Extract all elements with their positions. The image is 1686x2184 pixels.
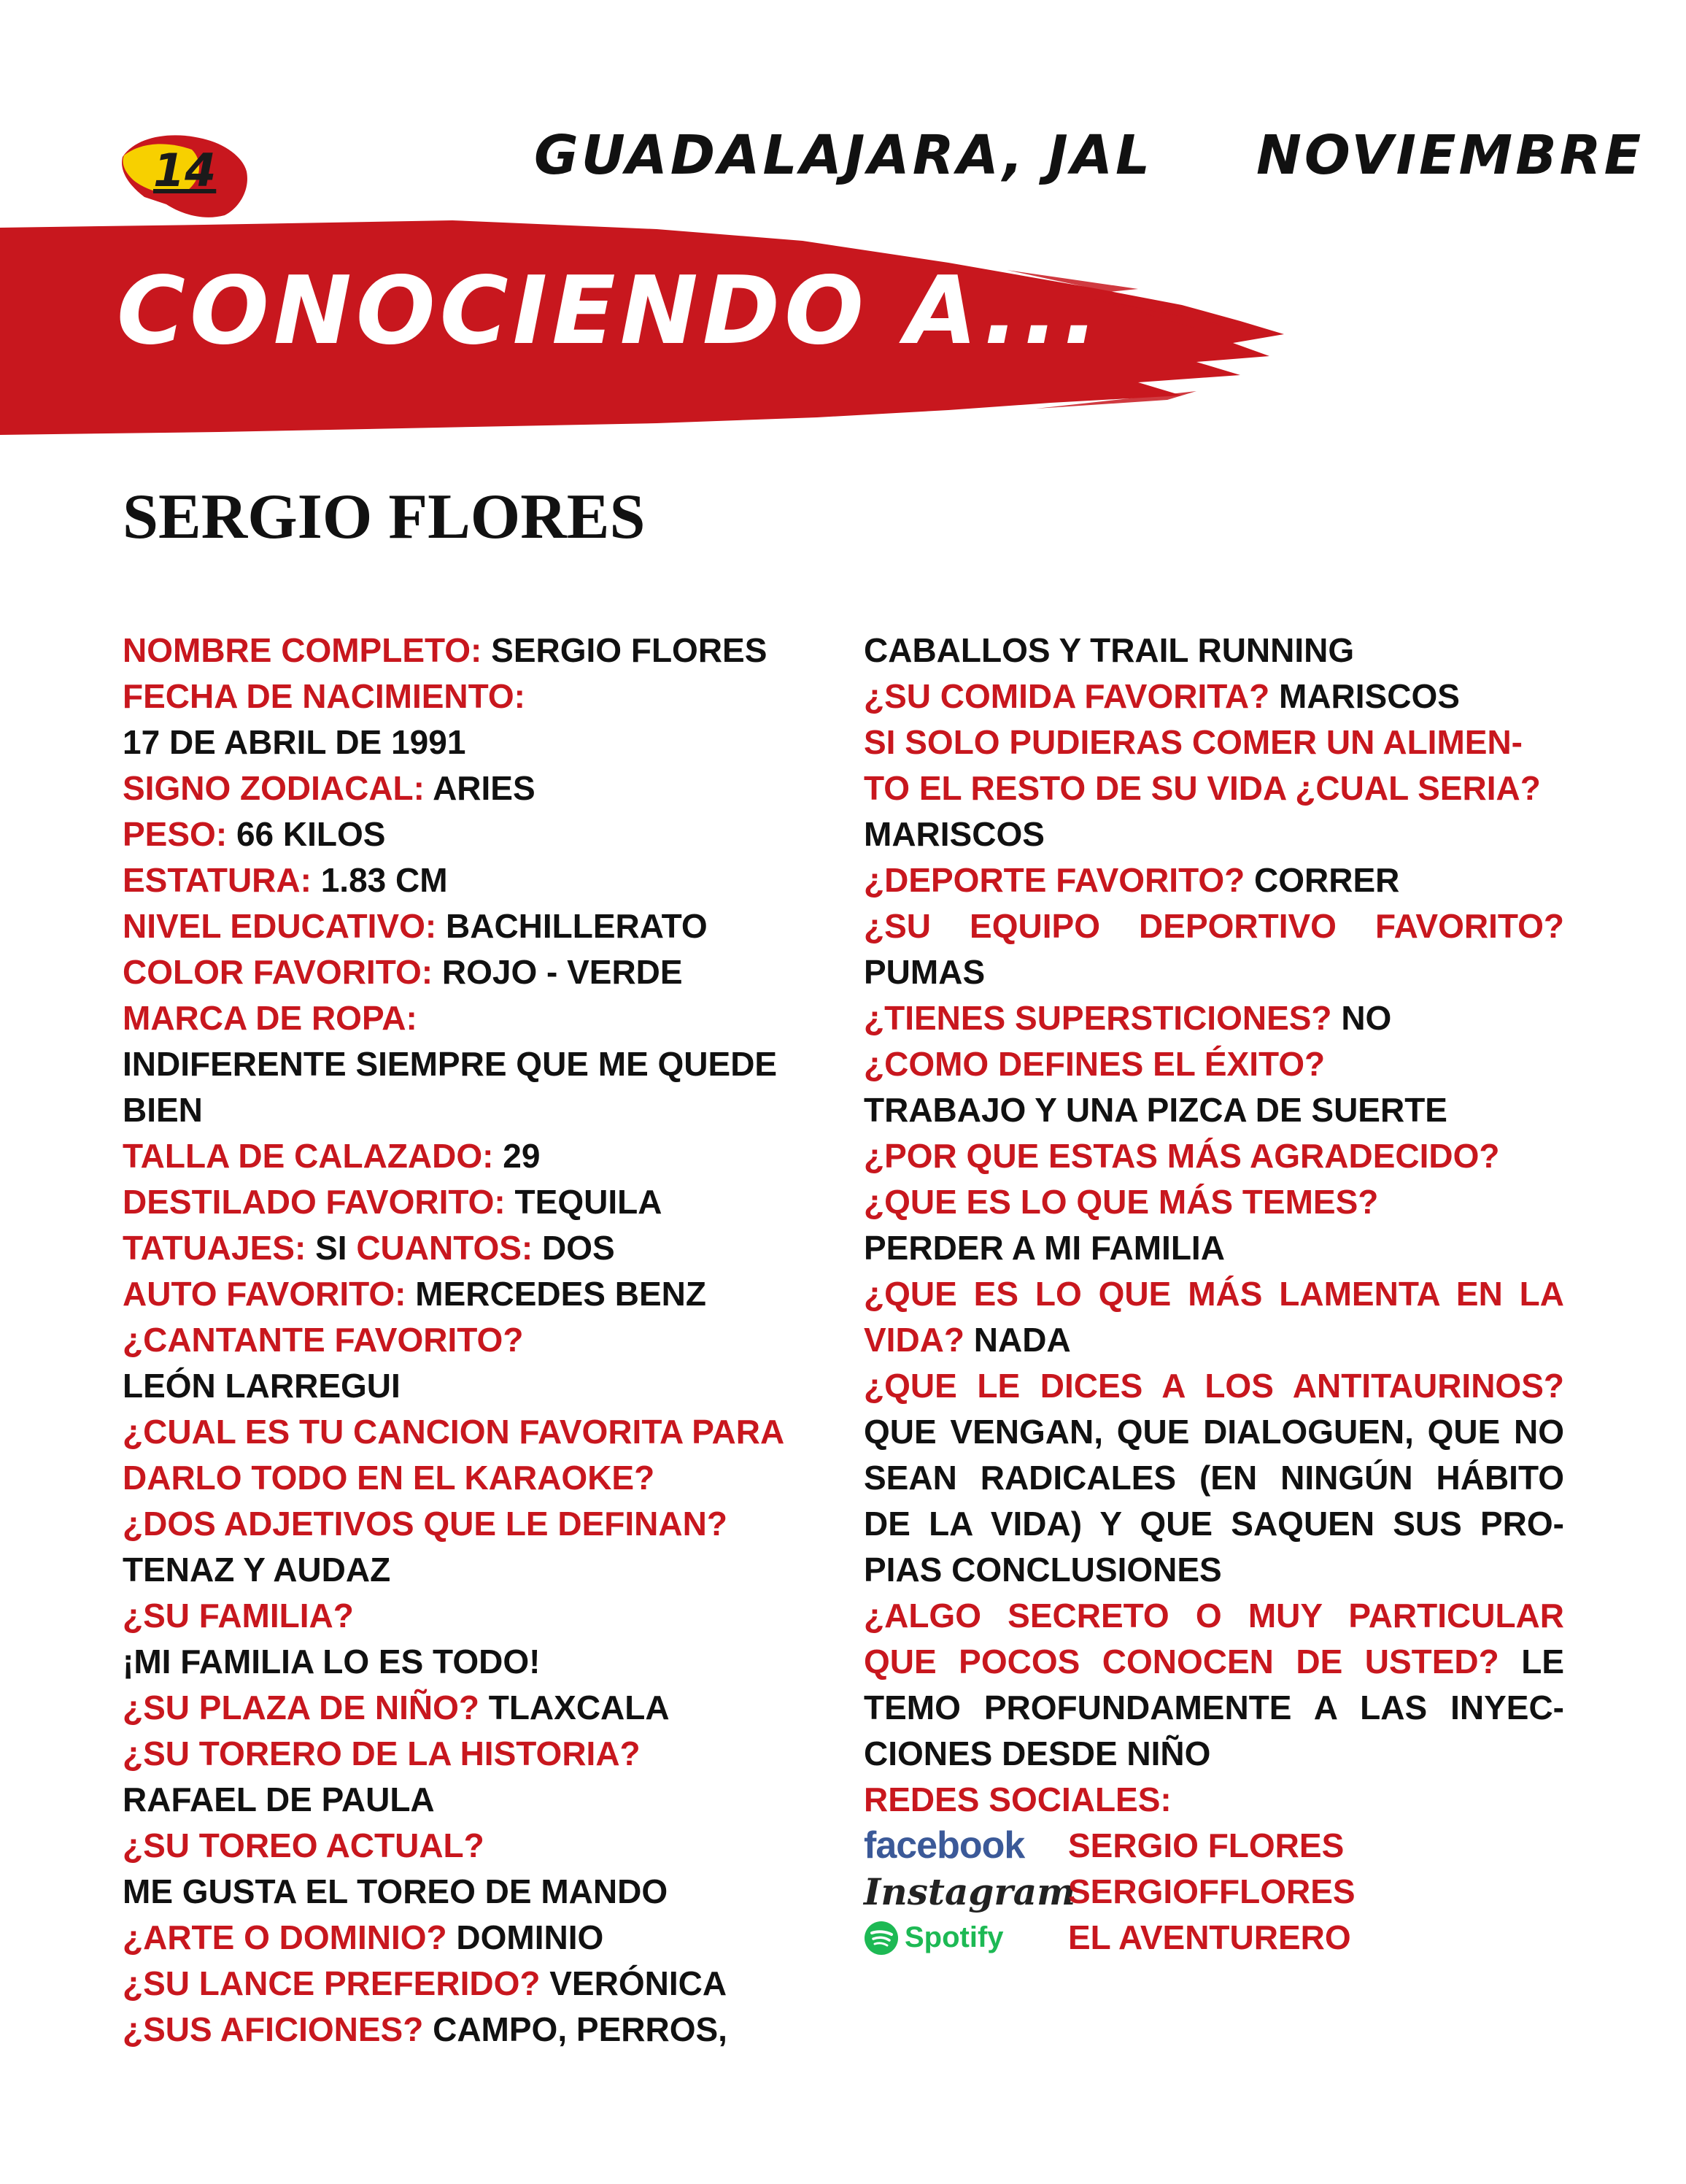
qa-line — [123, 1777, 823, 1823]
question-label: ¿TIENES SUPERSTICIONES? — [864, 999, 1342, 1037]
qa-line — [123, 1363, 823, 1409]
qa-line — [123, 1501, 823, 1547]
question-label: VIDA? — [864, 1321, 974, 1359]
section-title: CONOCIENDO A... — [117, 257, 1103, 366]
answer-text: PUMAS — [864, 953, 986, 991]
answer-text: DOMINIO — [456, 1918, 604, 1956]
qa-line — [123, 1041, 823, 1087]
qa-line — [123, 719, 823, 765]
qa-line — [864, 1455, 1564, 1501]
qa-line — [864, 1501, 1564, 1547]
qa-line — [864, 1731, 1564, 1777]
qa-line — [864, 949, 1564, 995]
answer-text: MERCEDES BENZ — [415, 1275, 706, 1313]
qa-line — [864, 1547, 1564, 1593]
qa-line — [123, 674, 823, 719]
qa-line — [864, 1041, 1564, 1087]
question-label: ¿CANTANTE FAVORITO? — [123, 1321, 524, 1359]
answer-text: TENAZ Y AUDAZ — [123, 1551, 391, 1589]
question-label: ¿SU COMIDA FAVORITA? — [864, 677, 1280, 715]
qa-line — [123, 949, 823, 995]
answer-text: 66 KILOS — [236, 815, 386, 853]
question-label: FECHA DE NACIMIENTO: — [123, 677, 525, 715]
answer-text: INDIFERENTE SIEMPRE QUE ME QUEDE — [123, 1045, 778, 1083]
answer-text: LEÓN LARREGUI — [123, 1367, 401, 1405]
question-label: TO EL RESTO DE SU VIDA ¿CUAL SERIA? — [864, 769, 1541, 807]
qa-line — [123, 1731, 823, 1777]
answer-text: NADA — [973, 1321, 1071, 1359]
question-label: REDES SOCIALES: — [864, 1780, 1172, 1818]
answer-text: TEMO PROFUNDAMENTE A LAS INYEC- — [864, 1689, 1564, 1726]
answer-text: CORRER — [1254, 861, 1400, 899]
question-label: ¿QUE ES LO QUE MÁS LAMENTA EN LA — [864, 1275, 1564, 1313]
question-label: ¿POR QUE ESTAS MÁS AGRADECIDO? — [864, 1137, 1500, 1175]
question-label: ¿ALGO SECRETO O MUY PARTICULAR — [864, 1597, 1564, 1635]
qa-line — [864, 1639, 1564, 1685]
left-column — [123, 628, 823, 2053]
question-label: NOMBRE COMPLETO: — [123, 631, 492, 669]
answer-text: TEQUILA — [514, 1183, 662, 1221]
qa-line — [864, 1087, 1564, 1133]
qa-line — [123, 1179, 823, 1225]
qa-line — [123, 1823, 823, 1869]
social-spotify — [864, 1915, 1564, 1961]
question-label: ¿DEPORTE FAVORITO? — [864, 861, 1254, 899]
qa-line — [864, 903, 1564, 949]
page-number: 14 — [153, 144, 217, 197]
spotify-logo-text: Spotify — [905, 1921, 1004, 1953]
answer-text: VERÓNICA — [549, 1964, 727, 2002]
answer-text: ARIES — [433, 769, 535, 807]
answer-text: CABALLOS Y TRAIL RUNNING — [864, 631, 1355, 669]
question-label: SIGNO ZODIACAL: — [123, 769, 433, 807]
qa-line — [864, 811, 1564, 857]
answer-text: BIEN — [123, 1091, 203, 1129]
answer-text: PIAS CONCLUSIONES — [864, 1551, 1222, 1589]
answer-text: SERGIO FLORES — [491, 631, 767, 669]
qa-line — [123, 1639, 823, 1685]
question-label: ¿QUE ES LO QUE MÁS TEMES? — [864, 1183, 1379, 1221]
qa-line — [123, 1409, 823, 1455]
question-label: PESO: — [123, 815, 236, 853]
question-label: ¿DOS ADJETIVOS QUE LE DEFINAN? — [123, 1505, 727, 1543]
question-label: ¿SU LANCE PREFERIDO? — [123, 1964, 550, 2002]
qa-line — [123, 1455, 823, 1501]
question-label: ¿SU EQUIPO DEPORTIVO FAVORITO? — [864, 907, 1564, 945]
qa-line — [864, 1363, 1564, 1409]
qa-line — [864, 1409, 1564, 1455]
qa-line — [123, 1317, 823, 1363]
qa-line — [123, 1087, 823, 1133]
question-label: ¿CUAL ES TU CANCION FAVORITA PARA — [123, 1413, 785, 1451]
answer-text: ¡MI FAMILIA LO ES TODO! — [123, 1643, 541, 1681]
question-label: COLOR FAVORITO: — [123, 953, 442, 991]
qa-line — [864, 1179, 1564, 1225]
question-label: ¿COMO DEFINES EL ÉXITO? — [864, 1045, 1326, 1083]
qa-line — [123, 1547, 823, 1593]
answer-text: 29 — [503, 1137, 541, 1175]
qa-line — [864, 857, 1564, 903]
answer-text: ROJO - VERDE — [441, 953, 683, 991]
question-label: DESTILADO FAVORITO: — [123, 1183, 515, 1221]
instagram-logo: Instagram — [864, 1870, 1075, 1913]
qa-line — [123, 1225, 823, 1271]
answer-text: TRABAJO Y UNA PIZCA DE SUERTE — [864, 1091, 1447, 1129]
question-label: ¿SU PLAZA DE NIÑO? — [123, 1689, 489, 1726]
question-label: MARCA DE ROPA: — [123, 999, 417, 1037]
qa-line — [864, 1133, 1564, 1179]
question-label: ¿QUE LE DICES A LOS ANTITAURINOS? — [864, 1367, 1564, 1405]
question-label: ¿SUS AFICIONES? — [123, 2010, 433, 2048]
qa-line — [864, 1593, 1564, 1639]
qa-line — [864, 1685, 1564, 1731]
question-label: AUTO FAVORITO: — [123, 1275, 416, 1313]
qa-line — [864, 1317, 1564, 1363]
person-name: SERGIO FLORES — [123, 482, 646, 552]
qa-line — [864, 765, 1564, 811]
social-instagram — [864, 1869, 1564, 1915]
qa-line — [123, 1869, 823, 1915]
answer-text: PERDER A MI FAMILIA — [864, 1229, 1225, 1267]
qa-line — [864, 1225, 1564, 1271]
answer-text: TLAXCALA — [488, 1689, 670, 1726]
qa-line — [864, 995, 1564, 1041]
answer-text: CAMPO, PERROS, — [433, 2010, 727, 2048]
answer-text: RAFAEL DE PAULA — [123, 1780, 435, 1818]
header-city: GUADALAJARA, JAL — [534, 124, 1153, 187]
answer-text: MARISCOS — [864, 815, 1045, 853]
qa-line — [864, 719, 1564, 765]
question-label: ¿ARTE O DOMINIO? — [123, 1918, 457, 1956]
spotify-handle: EL AVENTURERO — [1068, 1918, 1351, 1956]
qa-line — [123, 1133, 823, 1179]
answer-text: DE LA VIDA) Y QUE SAQUEN SUS PRO- — [864, 1505, 1564, 1543]
answer-text: CIONES DESDE NIÑO — [864, 1735, 1211, 1772]
qa-line — [123, 1593, 823, 1639]
qa-line — [123, 811, 823, 857]
qa-line — [864, 1271, 1564, 1317]
qa-line — [864, 674, 1564, 719]
answer-text: 17 DE ABRIL DE 1991 — [123, 723, 466, 761]
qa-line — [123, 765, 823, 811]
qa-line — [123, 1271, 823, 1317]
page-number-badge — [115, 128, 254, 223]
qa-line — [123, 995, 823, 1041]
qa-line — [123, 857, 823, 903]
question-label: TATUAJES: — [123, 1229, 316, 1267]
answer-text: BACHILLERATO — [446, 907, 708, 945]
qa-line — [864, 1777, 1564, 1823]
answer-text: DOS — [542, 1229, 615, 1267]
qa-line — [123, 903, 823, 949]
question-label: SI SOLO PUDIERAS COMER UN ALIMEN- — [864, 723, 1523, 761]
answer-text: SI — [315, 1229, 357, 1267]
question-label: CUANTOS: — [356, 1229, 543, 1267]
facebook-handle: SERGIO FLORES — [1068, 1826, 1345, 1864]
answer-text: MARISCOS — [1279, 677, 1460, 715]
question-label: ¿SU FAMILIA? — [123, 1597, 354, 1635]
spotify-icon — [864, 1921, 899, 1956]
question-label: DARLO TODO EN EL KARAOKE? — [123, 1459, 655, 1497]
qa-line — [123, 1961, 823, 2007]
answer-text: LE — [1521, 1643, 1564, 1681]
social-facebook — [864, 1823, 1564, 1869]
question-label: NIVEL EDUCATIVO: — [123, 907, 446, 945]
qa-line — [864, 628, 1564, 674]
qa-line — [123, 2007, 823, 2053]
answer-text: 1.83 CM — [320, 861, 448, 899]
qa-line — [123, 1685, 823, 1731]
answer-text: SEAN RADICALES (EN NINGÚN HÁBITO — [864, 1459, 1564, 1497]
answer-text: ME GUSTA EL TOREO DE MANDO — [123, 1872, 668, 1910]
right-column — [864, 628, 1564, 1961]
qa-line — [123, 1915, 823, 1961]
facebook-logo: facebook — [864, 1824, 1025, 1867]
answer-text: NO — [1341, 999, 1392, 1037]
question-label: ¿SU TOREO ACTUAL? — [123, 1826, 484, 1864]
question-label: TALLA DE CALAZADO: — [123, 1137, 503, 1175]
question-label: ¿SU TORERO DE LA HISTORIA? — [123, 1735, 641, 1772]
question-label: QUE POCOS CONOCEN DE USTED? — [864, 1643, 1522, 1681]
header-month: NOVIEMBRE — [1256, 124, 1644, 187]
instagram-handle: SERGIOFFLORES — [1068, 1872, 1356, 1910]
answer-text: QUE VENGAN, QUE DIALOGUEN, QUE NO — [864, 1413, 1564, 1451]
question-label: ESTATURA: — [123, 861, 321, 899]
qa-line — [123, 628, 823, 674]
